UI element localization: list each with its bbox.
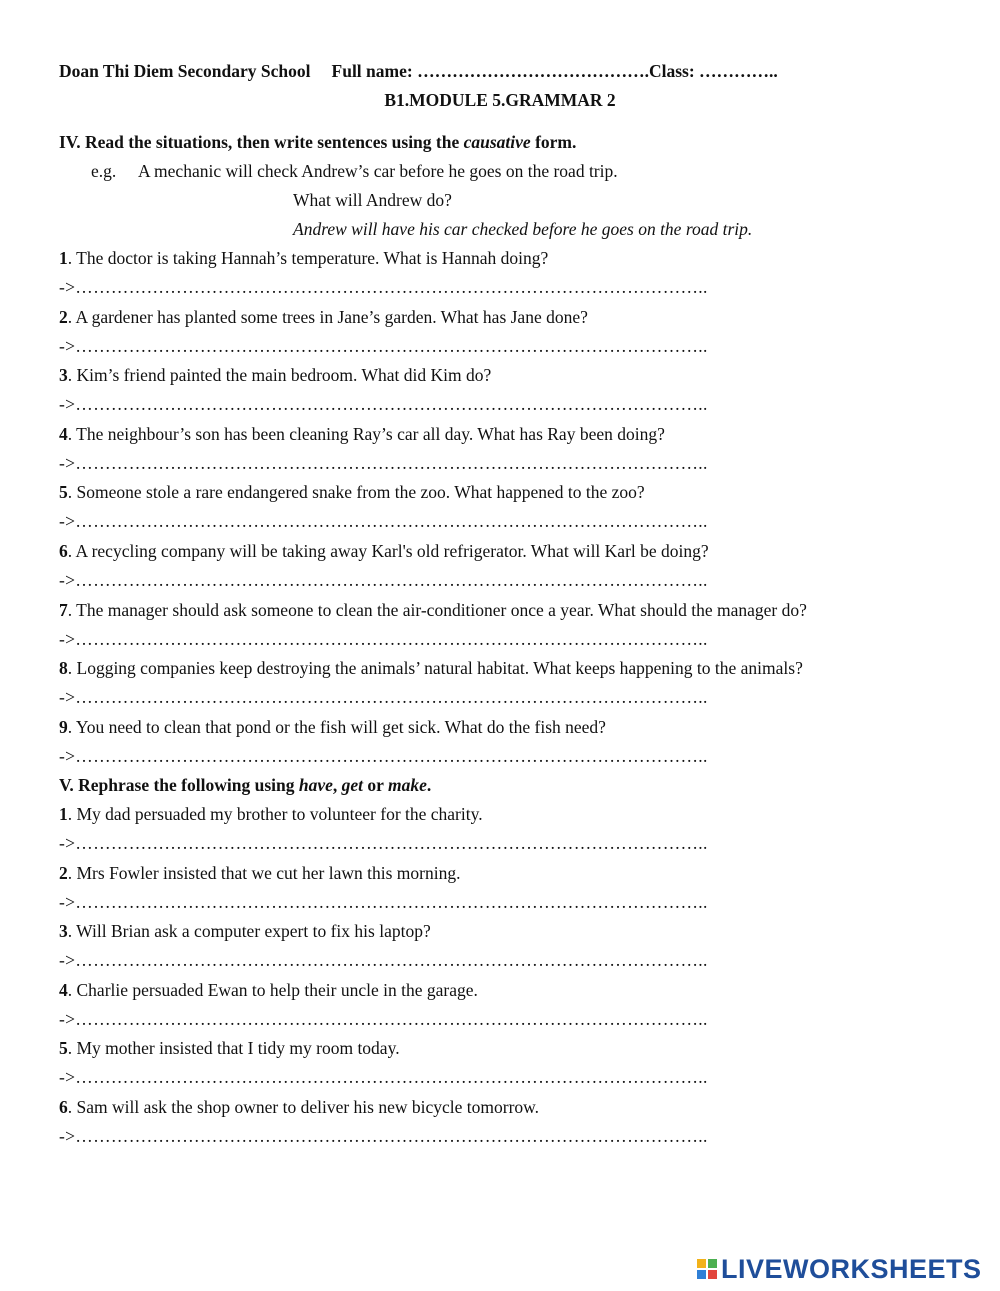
question-text: . The doctor is taking Hannah’s temperature. What is Hannah doing?: [67, 248, 549, 268]
question-text: . Will Brian ask a computer expert to fix his laptop?: [67, 921, 431, 942]
example-answer: Andrew will have his car checked before he goes on the road trip.: [293, 219, 753, 239]
iv-question-4: [59, 423, 665, 445]
question-text: . Logging companies keep destroying the animals’ natural habitat. What keeps happening to the animals?: [67, 658, 803, 679]
v-question-4: [59, 979, 478, 1001]
example-situation: e.g. A mechanic will check Andrew’s car before he goes on the road trip.: [91, 161, 618, 181]
v-question-3: [59, 920, 431, 942]
iv-answer-line-9[interactable]: ->……………………………………………………………………………………………..: [59, 745, 708, 766]
logo-block: [697, 1259, 706, 1268]
question-number: 1: [59, 248, 68, 268]
iv-answer-line-5[interactable]: ->……………………………………………………………………………………………..: [59, 511, 708, 532]
logo-block: [697, 1270, 706, 1279]
v-answer-line-1[interactable]: ->……………………………………………………………………………………………..: [59, 833, 708, 853]
question-number: 3: [59, 365, 68, 386]
logo-block: [708, 1259, 717, 1268]
question-text: . A recycling company will be taking away Karl's old refrigerator. What will Karl be doing?: [67, 541, 709, 561]
v-answer-line-4[interactable]: ->……………………………………………………………………………………………..: [59, 1008, 708, 1029]
question-number: 6: [59, 541, 68, 561]
question-number: 5: [59, 1038, 68, 1059]
liveworksheets-logo: [697, 1255, 982, 1283]
name-class-field[interactable]: Full name: ………………………………….Class: …………..: [331, 61, 778, 81]
question-text: . Someone stole a rare endangered snake from the zoo. What happened to the zoo?: [67, 482, 645, 503]
iv-answer-line-8[interactable]: ->……………………………………………………………………………………………..: [59, 687, 708, 708]
iv-answer-line-1[interactable]: ->……………………………………………………………………………………………..: [59, 277, 708, 297]
iv-question-9: [59, 716, 606, 738]
v-answer-line-5[interactable]: ->……………………………………………………………………………………………..: [59, 1067, 708, 1088]
page-title: B1.MODULE 5.GRAMMAR 2: [384, 90, 616, 110]
v-question-1: [59, 803, 483, 825]
v-question-2: [59, 862, 460, 884]
iv-question-7: [59, 599, 807, 621]
question-number: 5: [59, 482, 68, 503]
iv-question-8: [59, 657, 803, 679]
question-text: . Charlie persuaded Ewan to help their uncle in the garage.: [67, 979, 478, 1000]
section-v-heading: V. Rephrase the following using have, get or make.: [59, 775, 432, 795]
school-name: Doan Thi Diem Secondary School: [59, 61, 311, 81]
question-text: . My dad persuaded my brother to volunteer for the charity.: [67, 804, 483, 824]
question-text: . The neighbour’s son has been cleaning Ray’s car all day. What has Ray been doing?: [67, 423, 665, 444]
example-question: What will Andrew do?: [293, 190, 452, 210]
iv-answer-line-6[interactable]: ->……………………………………………………………………………………………..: [59, 570, 708, 590]
example-label: e.g.: [91, 161, 117, 181]
question-number: 3: [59, 921, 68, 942]
iv-question-1: [59, 247, 548, 269]
question-text: . A gardener has planted some trees in Jane’s garden. What has Jane done?: [67, 306, 588, 327]
logo-text: LIVEWORKSHEETS: [721, 1254, 982, 1284]
v-answer-line-6[interactable]: ->……………………………………………………………………………………………..: [59, 1126, 708, 1146]
question-number: 7: [59, 599, 68, 620]
iv-answer-line-4[interactable]: ->……………………………………………………………………………………………..: [59, 452, 708, 473]
logo-blocks-icon: [697, 1259, 717, 1279]
question-text: . Kim’s friend painted the main bedroom. What did Kim do?: [67, 365, 492, 386]
iv-question-3: [59, 364, 491, 386]
iv-question-5: [59, 481, 645, 503]
header-line: [59, 60, 778, 82]
v-answer-line-3[interactable]: ->……………………………………………………………………………………………..: [59, 950, 708, 971]
question-number: 4: [59, 979, 68, 1000]
question-number: 6: [59, 1097, 68, 1117]
iv-answer-line-7[interactable]: ->……………………………………………………………………………………………..: [59, 628, 708, 649]
question-number: 9: [59, 716, 68, 737]
question-text: . You need to clean that pond or the fish will get sick. What do the fish need?: [67, 716, 606, 737]
v-question-6: [59, 1096, 539, 1118]
v-question-5: [59, 1037, 400, 1059]
question-text: . The manager should ask someone to clean the air-conditioner once a year. What should the manager do?: [67, 599, 807, 620]
logo-block: [708, 1270, 717, 1279]
iv-answer-line-3[interactable]: ->……………………………………………………………………………………………..: [59, 394, 708, 415]
v-answer-line-2[interactable]: ->……………………………………………………………………………………………..: [59, 891, 708, 912]
iv-question-6: [59, 540, 709, 562]
question-number: 1: [59, 804, 68, 824]
question-number: 2: [59, 862, 68, 883]
question-number: 8: [59, 658, 68, 679]
iv-question-2: [59, 306, 588, 328]
question-number: 4: [59, 423, 68, 444]
section-iv-heading: IV. Read the situations, then write sentences using the causative form.: [59, 132, 577, 152]
iv-answer-line-2[interactable]: ->……………………………………………………………………………………………..: [59, 335, 708, 356]
question-text: . Sam will ask the shop owner to deliver his new bicycle tomorrow.: [67, 1097, 540, 1117]
question-number: 2: [59, 306, 68, 327]
question-text: . Mrs Fowler insisted that we cut her lawn this morning.: [67, 862, 461, 883]
question-text: . My mother insisted that I tidy my room today.: [67, 1038, 400, 1059]
